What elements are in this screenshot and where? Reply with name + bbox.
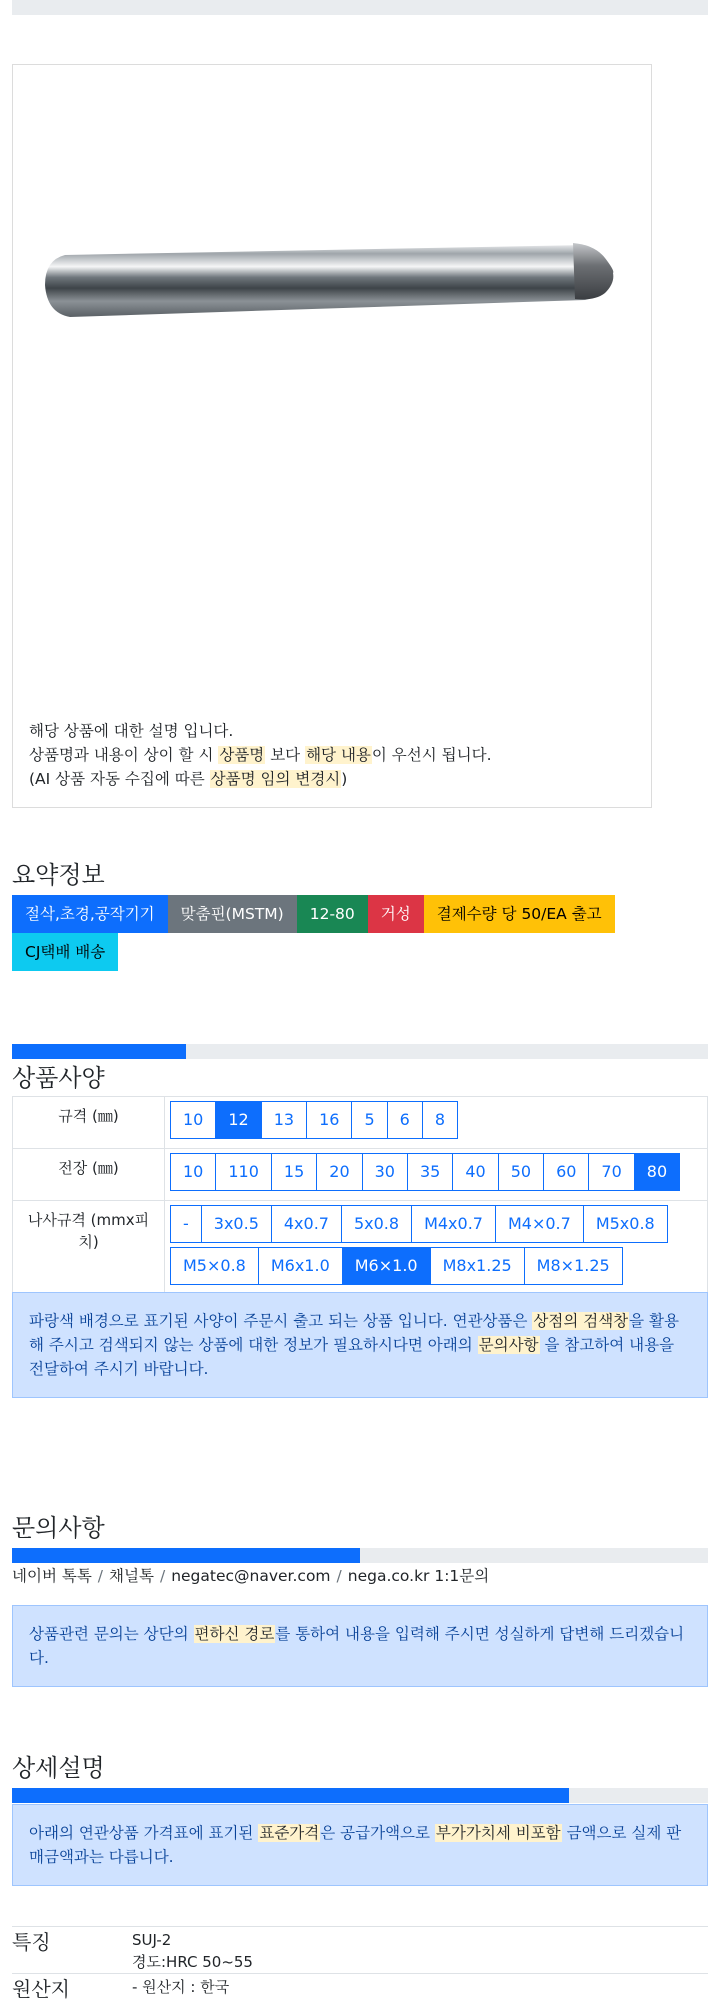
highlight: 부가가치세 비포함 — [435, 1824, 561, 1842]
specs-progress-fill — [12, 1044, 186, 1059]
highlight: 문의사항 — [478, 1336, 539, 1354]
specs-notice — [12, 1292, 708, 1398]
summary-badge: 12-80 — [297, 895, 368, 933]
option-group — [170, 1101, 702, 1143]
desc-text: 상품명과 내용이 상이 할 시 — [29, 746, 219, 764]
spec-option-button[interactable]: 6 — [387, 1101, 423, 1139]
dowel-pin-image — [25, 135, 645, 395]
product-image-card — [12, 64, 652, 808]
summary-badge: CJ택배 배송 — [12, 933, 118, 971]
spec-option-button[interactable]: 50 — [498, 1153, 544, 1191]
contact-separator: / — [159, 1567, 166, 1585]
spec-option-button[interactable]: 13 — [261, 1101, 307, 1139]
option-group — [170, 1153, 702, 1195]
spec-option-button[interactable]: 10 — [170, 1101, 216, 1139]
spec-option-button[interactable]: M5×0.8 — [170, 1247, 259, 1285]
contact-link[interactable]: 네이버 톡톡 — [12, 1567, 92, 1585]
specs-title: 상품사양 — [12, 1064, 105, 1092]
spec-option-button[interactable]: 60 — [543, 1153, 589, 1191]
spec-option-button[interactable]: 70 — [588, 1153, 634, 1191]
spec-option-button[interactable]: M8x1.25 — [430, 1247, 525, 1285]
contact-link[interactable]: nega.co.kr 1:1문의 — [347, 1567, 490, 1585]
summary-badge: 거성 — [368, 895, 424, 933]
contact-separator: / — [336, 1567, 342, 1585]
spec-option-button[interactable]: M8×1.25 — [524, 1247, 623, 1285]
summary-badges — [12, 895, 712, 971]
highlight: 표준가격 — [259, 1824, 320, 1842]
feature-value — [132, 1974, 708, 2003]
spec-option-button[interactable]: M5x0.8 — [583, 1205, 668, 1243]
feature-line: - 원산지 : 한국 — [132, 1978, 230, 1996]
spec-option-button[interactable]: 8 — [422, 1101, 458, 1139]
highlight: 해당 내용 — [306, 746, 371, 764]
spec-options — [165, 1149, 708, 1201]
detail-notice — [12, 1804, 708, 1886]
spec-option-button[interactable]: 20 — [316, 1153, 362, 1191]
spec-option-button[interactable]: 3x0.5 — [201, 1205, 272, 1243]
product-description — [29, 719, 639, 791]
spec-option-button[interactable]: M6x1.0 — [258, 1247, 343, 1285]
spec-option-button[interactable]: 5 — [351, 1101, 387, 1139]
feature-line: SUJ-2 — [132, 1931, 172, 1949]
spec-option-button[interactable]: - — [170, 1205, 202, 1243]
spec-option-button[interactable]: 35 — [407, 1153, 453, 1191]
specs-progress-bar — [12, 1044, 708, 1059]
highlight: 편하신 경로 — [194, 1625, 275, 1643]
summary-badge: 맞춤핀(MSTM) — [168, 895, 297, 933]
spec-option-button[interactable]: 30 — [362, 1153, 408, 1191]
notice-text: 파랑색 배경으로 표기된 사양이 주문시 출고 되는 상품 입니다. 연관상품은 — [29, 1312, 533, 1330]
highlight: 상품명 임의 변경시 — [210, 770, 341, 788]
feature-value — [132, 1927, 708, 1974]
spec-option-button[interactable]: 10 — [170, 1153, 216, 1191]
spec-row — [13, 1201, 708, 1295]
option-group — [170, 1205, 702, 1289]
spec-option-button[interactable]: 5x0.8 — [341, 1205, 412, 1243]
notice-text: 금액으로 실제 판매금액과는 다릅니다. — [29, 1824, 682, 1866]
desc-line-1: 해당 상품에 대한 설명 입니다. — [29, 722, 234, 740]
spec-label: 전장 (㎜) — [13, 1149, 165, 1201]
notice-text: 상품관련 문의는 상단의 — [29, 1625, 194, 1643]
spec-option-button[interactable]: M4×0.7 — [495, 1205, 584, 1243]
spec-options — [165, 1097, 708, 1149]
feature-line: 경도:HRC 50~55 — [132, 1953, 253, 1971]
contact-link[interactable]: negatec@naver.com — [171, 1567, 331, 1585]
notice-text: 은 공급가액으로 — [320, 1824, 435, 1842]
detail-progress-bar — [12, 1788, 708, 1803]
summary-badge: 결제수량 당 50/EA 출고 — [424, 895, 615, 933]
features-table — [12, 1926, 708, 2002]
spec-option-button[interactable]: M6×1.0 — [342, 1247, 431, 1285]
spec-option-button[interactable]: M4x0.7 — [411, 1205, 496, 1243]
feature-row — [12, 1927, 708, 1974]
inquiry-notice — [12, 1605, 708, 1687]
inquiry-title: 문의사항 — [12, 1514, 105, 1542]
feature-key: 특징 — [12, 1927, 132, 1974]
spec-options — [165, 1201, 708, 1295]
notice-text: 을 활용해 주시고 검색되지 않는 상품에 대한 정보가 필요하시다면 아래의 — [29, 1312, 680, 1354]
spec-option-button[interactable]: 12 — [215, 1101, 261, 1139]
highlight: 상품명 — [219, 746, 265, 764]
spec-label: 규격 (㎜) — [13, 1097, 165, 1149]
desc-line-2 — [29, 743, 639, 767]
desc-text: ) — [341, 770, 348, 788]
summary-title: 요약정보 — [12, 861, 105, 889]
contact-channels — [12, 1564, 489, 1586]
spec-option-button[interactable]: 40 — [452, 1153, 498, 1191]
spec-option-button[interactable]: 15 — [271, 1153, 317, 1191]
feature-row — [12, 1974, 708, 2003]
notice-text: 을 참고하여 내용을 전달하여 주시기 바랍니다. — [29, 1336, 675, 1378]
spec-option-button[interactable]: 4x0.7 — [271, 1205, 342, 1243]
top-progress-bar — [12, 0, 708, 15]
summary-badge: 절삭,초경,공작기기 — [12, 895, 168, 933]
desc-text: (AI 상품 자동 수집에 따른 — [29, 770, 210, 788]
highlight: 상점의 검색창 — [533, 1312, 629, 1330]
desc-text: 이 우선시 됩니다. — [371, 746, 492, 764]
spec-label: 나사규격 (mmx피치) — [13, 1201, 165, 1295]
desc-text: 보다 — [265, 746, 306, 764]
inquiry-progress-fill — [12, 1548, 360, 1563]
notice-text: 를 통하여 내용을 입력해 주시면 성실하게 답변해 드리겠습니다. — [29, 1625, 685, 1667]
spec-option-button[interactable]: 80 — [634, 1153, 680, 1191]
spec-options-table — [12, 1096, 708, 1295]
spec-option-button[interactable]: 16 — [306, 1101, 352, 1139]
feature-key: 원산지 — [12, 1974, 132, 2003]
detail-title: 상세설명 — [12, 1754, 105, 1782]
contact-link[interactable]: 채널톡 — [109, 1567, 154, 1585]
detail-progress-fill — [12, 1788, 569, 1803]
spec-row — [13, 1149, 708, 1201]
inquiry-progress-bar — [12, 1548, 708, 1563]
spec-row — [13, 1097, 708, 1149]
spec-option-button[interactable]: 110 — [215, 1153, 272, 1191]
desc-line-3 — [29, 767, 639, 791]
notice-text: 아래의 연관상품 가격표에 표기된 — [29, 1824, 259, 1842]
contact-separator: / — [97, 1567, 104, 1585]
